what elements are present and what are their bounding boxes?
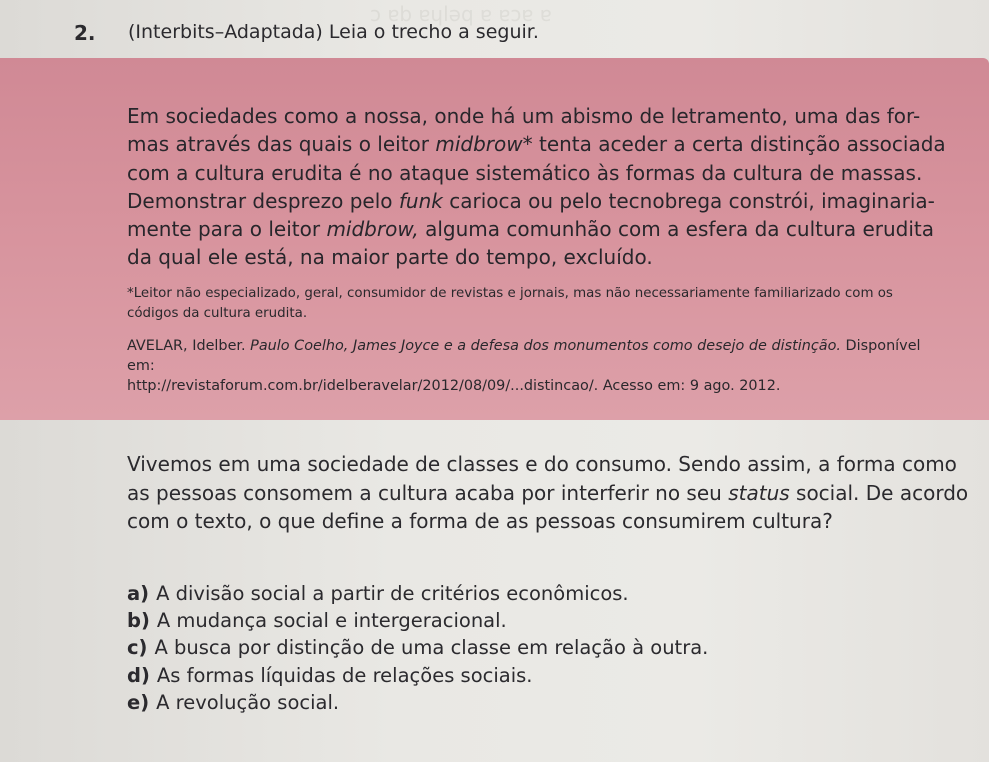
alternative-text: A revolução social. <box>156 690 340 714</box>
alternative-text: As formas líquidas de relações sociais. <box>156 663 533 687</box>
alternative-letter: a) <box>127 582 150 605</box>
alternative-e[interactable] <box>127 689 887 716</box>
stem-line: Vivemos em uma sociedade de classes e do consumo. Sendo assim, a forma como <box>127 452 957 476</box>
alternative-b[interactable] <box>127 607 887 634</box>
alternative-letter: d) <box>127 663 150 687</box>
alternative-text: A mudança social e intergeracional. <box>156 609 507 633</box>
passage-text <box>127 102 957 272</box>
question-stem <box>127 450 987 536</box>
footnote-line: códigos da cultura erudita. <box>127 306 308 321</box>
footnote-line: *Leitor não especializado, geral, consumidor de revistas e jornais, mas não necessariamente familiarizado com os <box>127 286 893 301</box>
alternative-a[interactable] <box>127 580 887 607</box>
passage-line: mente para o leitor midbrow, alguma comunhão com a esfera da cultura erudita <box>127 217 935 242</box>
source-title: Paulo Coelho, James Joyce e a defesa dos monumentos como desejo de distinção. <box>250 338 841 354</box>
source-line-1 <box>127 336 927 376</box>
question-number: 2. <box>74 21 96 45</box>
stem-line: as pessoas consomem a cultura acaba por interferir no seu status social. De acordo <box>127 480 969 505</box>
alternative-d[interactable] <box>127 662 887 689</box>
alternatives-list <box>127 580 887 716</box>
alternative-c[interactable] <box>127 634 887 661</box>
passage-line: da qual ele está, na maior parte do tempo, excluído. <box>127 245 653 270</box>
source-author: AVELAR, Idelber. <box>127 338 246 354</box>
stem-line: com o texto, o que define a forma de as pessoas consumirem cultura? <box>127 509 833 533</box>
alternative-letter: e) <box>127 690 150 714</box>
passage-line: Em sociedades como a nossa, onde há um abismo de letramento, uma das for- <box>127 104 921 128</box>
alternative-letter: c) <box>127 636 148 660</box>
alternative-letter: b) <box>127 609 150 633</box>
passage-line: mas através das quais o leitor midbrow* tenta aceder a certa distinção associada <box>127 132 946 157</box>
footnote <box>127 284 917 324</box>
question-header: (Interbits–Adaptada) Leia o trecho a seguir. <box>128 21 539 43</box>
source-citation <box>127 336 927 396</box>
passage-line: com a cultura erudita é no ataque sistemático às formas da cultura de massas. <box>127 160 923 185</box>
bleed-through-texture: ɔ ɐb ɐɥlǝq ɐ ɐɔɐ ɐ <box>370 2 552 26</box>
source-url-line: http://revistaforum.com.br/idelberavelar/2012/08/09/...distincao/. Acesso em: 9 ago. 2012. <box>127 378 781 394</box>
passage-line: Demonstrar desprezo pelo funk carioca ou pelo tecnobrega constrói, imaginaria- <box>127 188 935 213</box>
source-available: Disponível em: <box>127 338 921 374</box>
alternative-text: A divisão social a partir de critérios econômicos. <box>156 582 629 605</box>
alternative-text: A busca por distinção de uma classe em relação à outra. <box>154 636 709 660</box>
